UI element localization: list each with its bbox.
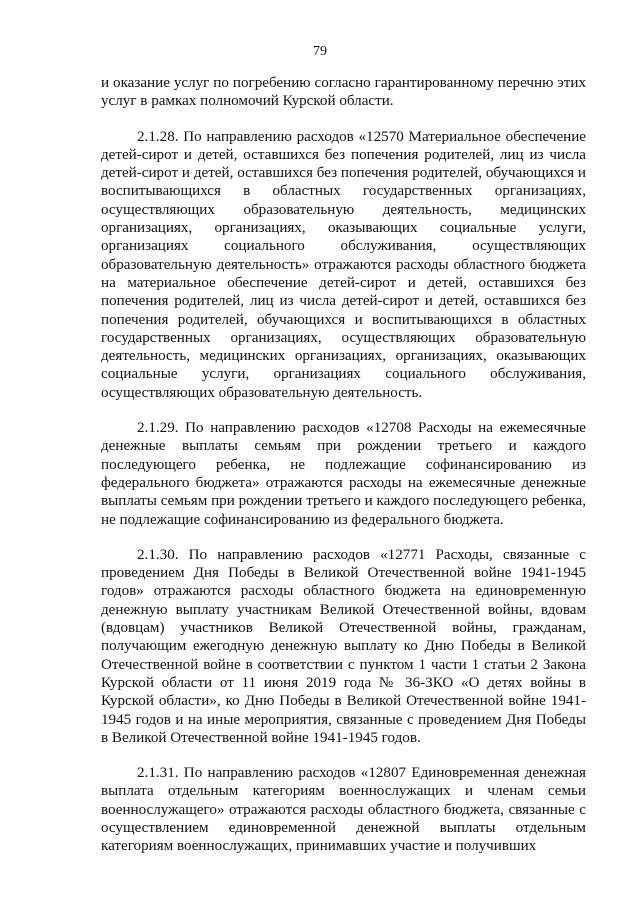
paragraph-2-1-29: 2.1.29. По направлению расходов «12708 Расходы на ежемесячные денежные выплаты семьям при рождении третьего и каждого последующего ребенка, не подлежащие софинансированию из федерального бюджета» отражаются расходы на ежемесячные денежные выплаты семьям при рождении третьего и каждого последующего ребенка, не подлежащие софинансированию из федерального бюджета.: [101, 420, 586, 528]
document-body: [101, 74, 586, 856]
paragraph-continuation: и оказание услуг по погребению согласно гарантированному перечню этих услуг в рамках полномочий Курской области.: [101, 75, 586, 110]
paragraph-2-1-28: 2.1.28. По направлению расходов «12570 Материальное обеспечение детей-сирот и детей, оставшихся без попечения родителей, лиц из числа детей-сирот и детей, оставшихся без попечения родителей, обучающихся и воспитывающихся в областных государственных организациях, осуществляющих образовательную деятельность, медицинских организациях, организациях, оказывающих социальные услуги, организациях социального обслуживания, осуществляющих образовательную деятельность» отражаются расходы областного бюджета на материальное обеспечение детей-сирот и детей, оставшихся без попечения родителей, лиц из числа детей-сирот и детей, оставшихся без попечения родителей, обучающихся и воспитывающихся в областных государственных организациях, осуществляющих образовательную деятельность, медицинских организациях, организациях, оказывающих социальные услуги, организациях социального обслуживания, осуществляющих образовательную деятельность.: [101, 128, 586, 401]
page-number: 79: [313, 44, 327, 59]
paragraph-2-1-30: 2.1.30. По направлению расходов «12771 Расходы, связанные с проведением Дня Победы в Великой Отечественной войне 1941-1945 годов» отражаются расходы областного бюджета на единовременную денежную выплату участникам Великой Отечественной войны, вдовам (вдовцам) участников Великой Отечественной войны, гражданам, получающим ежегодную денежную выплату ко Дню Победы в Великой Отечественной войне в соответствии с пунктом 1 части 1 статьи 2 Закона Курской области от 11 июня 2019 года № 36-ЗКО «О детях войны в Курской области», ко Дню Победы в Великой Отечественной войне 1941-1945 годов и на иные мероприятия, связанные с проведением Дня Победы в Великой Отечественной войне 1941-1945 годов.: [101, 546, 586, 746]
paragraph-2-1-31: 2.1.31. По направлению расходов «12807 Единовременная денежная выплата отдельным категориям военнослужащих и членам семьи военнослужащего» отражаются расходы областного бюджета, связанные с осуществлением единовременной денежной выплаты отдельным категориям военнослужащих, принимавших участие и получивших: [101, 765, 586, 855]
